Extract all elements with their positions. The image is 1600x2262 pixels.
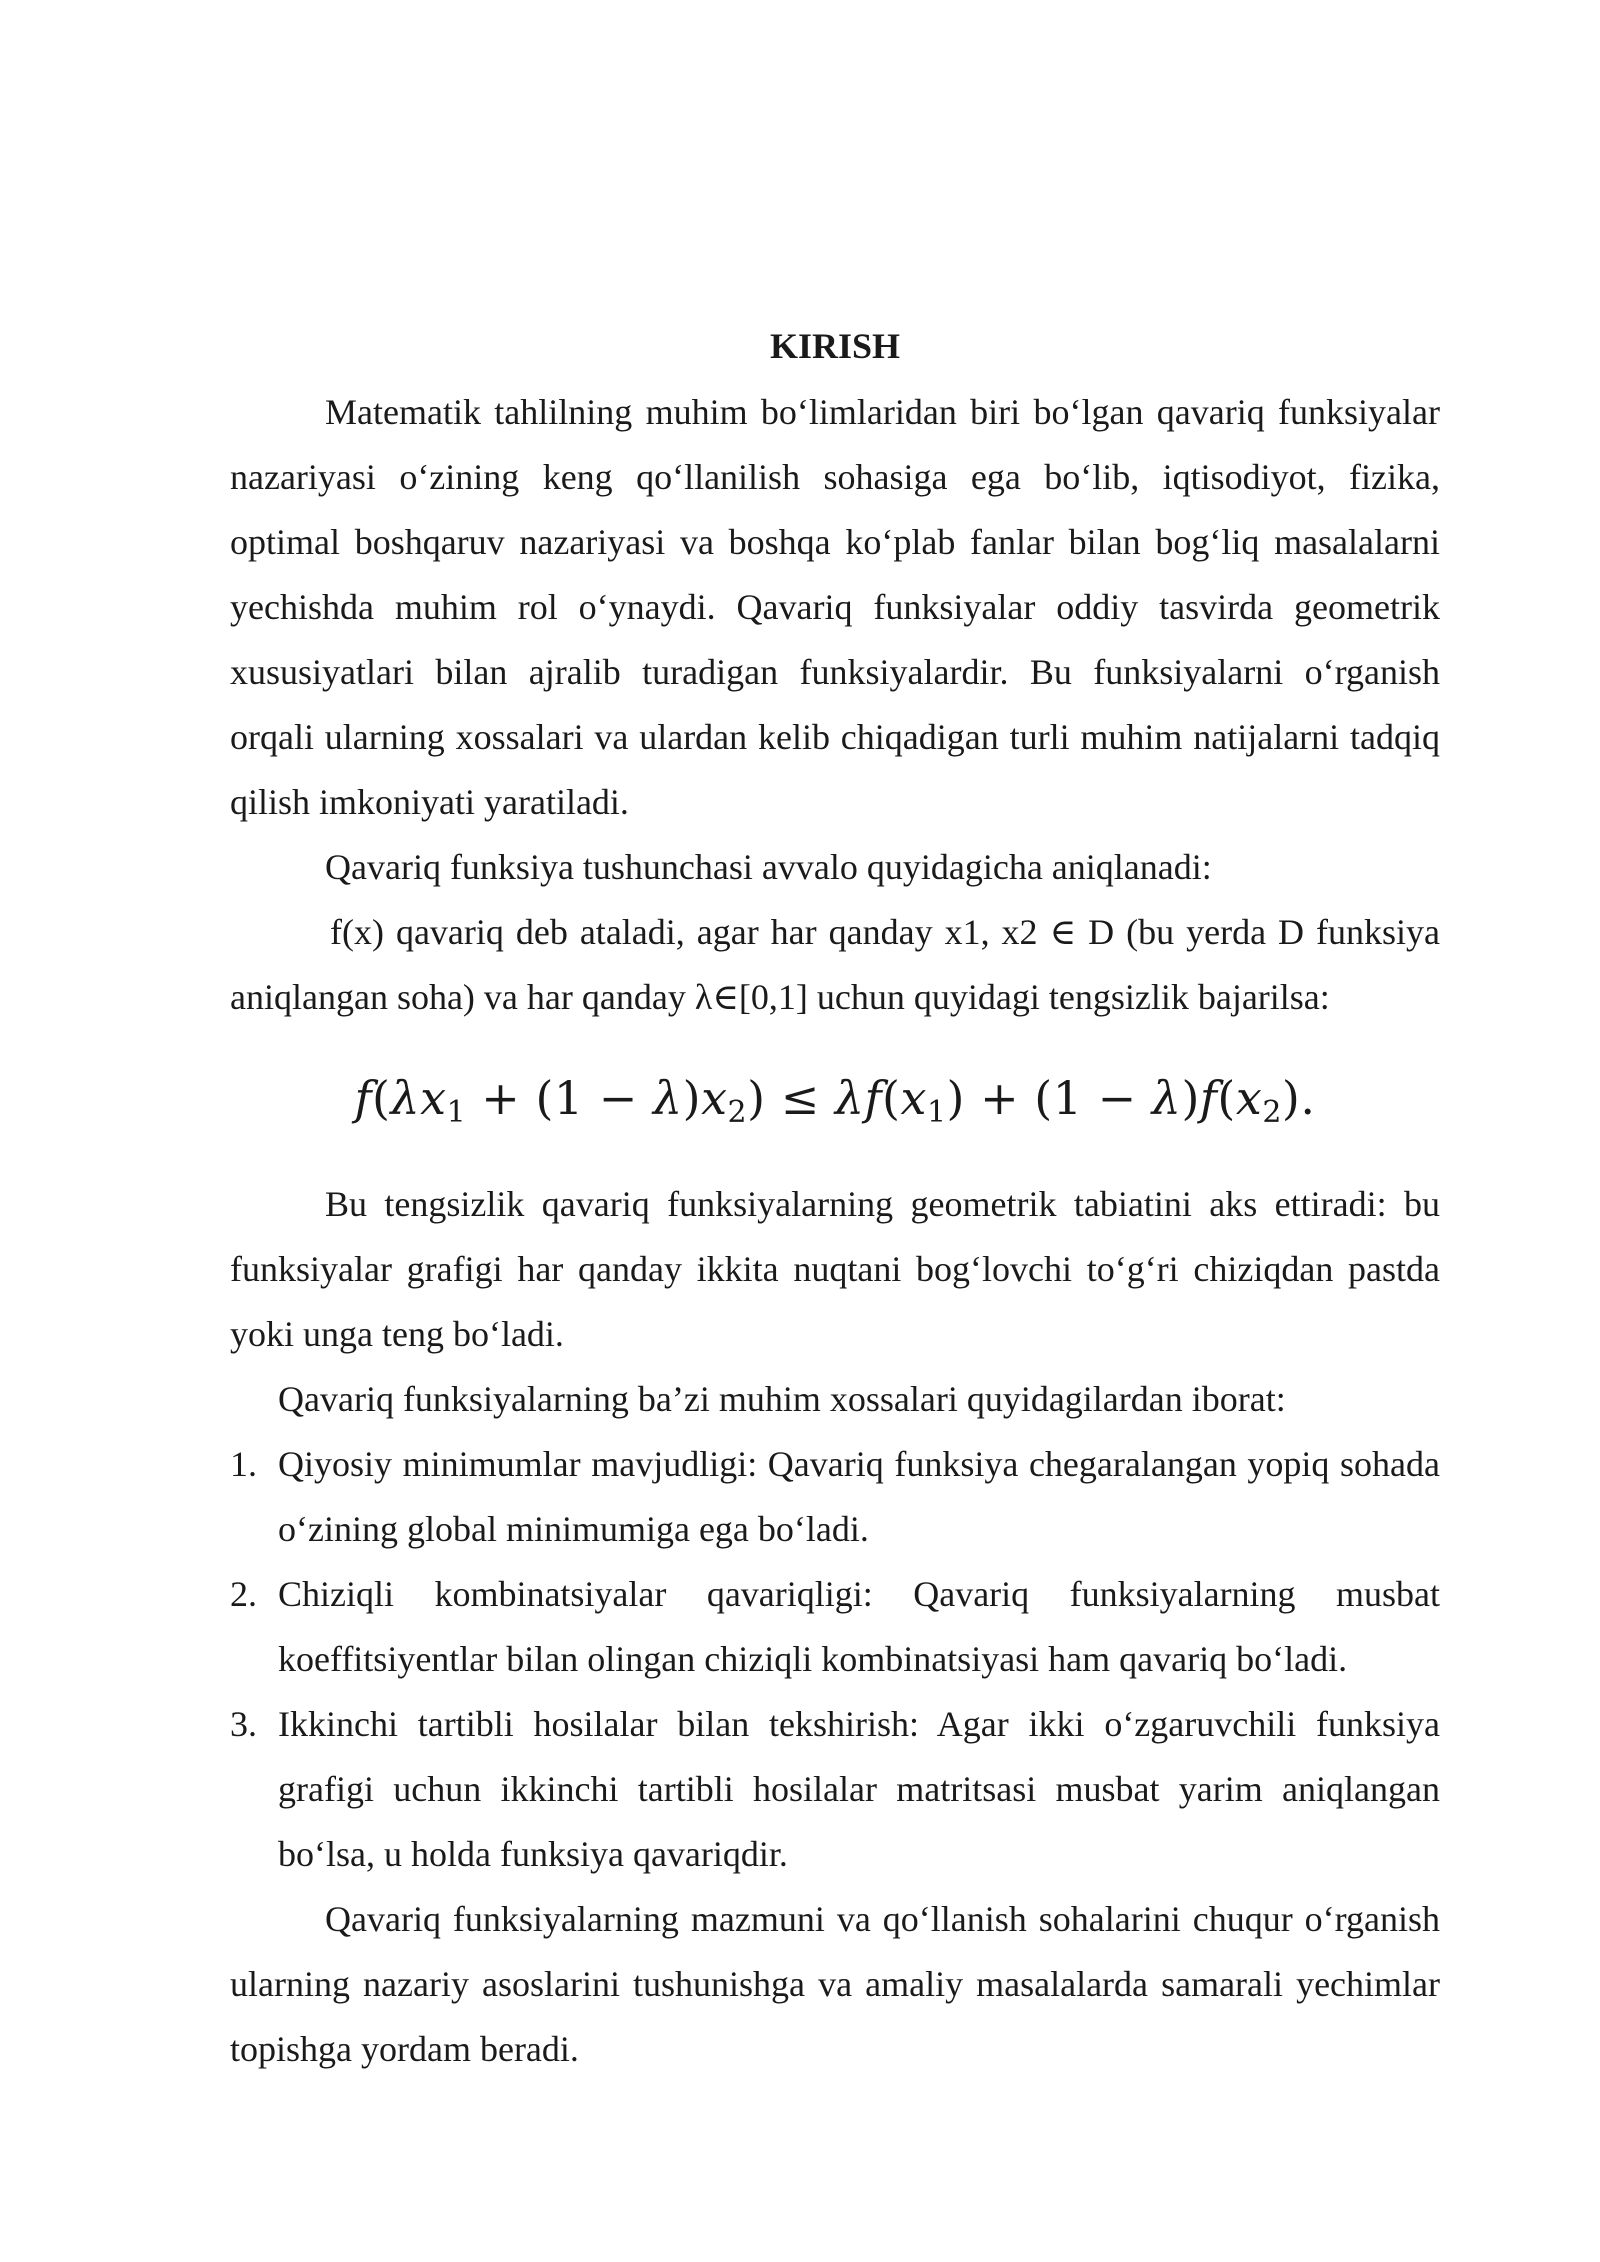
definition-paragraph: f(x) qavariq deb ataladi, agar har qanday x1, x2 ∈ D (bu yerda D funksiya aniqlangan soha) va har qanday λ∈[0,1] uchun quyidagi tengsizlik bajarilsa: — [230, 912, 1440, 1017]
properties-lead-paragraph: Qavariq funksiyalarning ba’zi muhim xossalari quyidagilardan iborat: — [278, 1379, 1286, 1419]
list-item-number: 1. — [230, 1444, 257, 1484]
intro-paragraph: Matematik tahlilning muhim bo‘limlaridan biri bo‘lgan qavariq funksiyalar nazariyasi o‘zining keng qo‘llanilish sohasiga ega bo‘lib, iqtisodiyot, fizika, optimal boshqaruv nazariyasi va boshqa ko‘plab fanlar bilan bog‘liq masalalarni yechishda muhim rol o‘ynaydi. Qavariq funksiyalar oddiy tasvirda geometrik xususiyatlari bilan ajralib turadigan funksiyalardir. Bu funksiyalarni o‘rganish orqali ularning xossalari va ulardan kelib chiqadigan turli muhim natijalarni tadqiq qilish imkoniyati yaratiladi. — [230, 392, 1440, 822]
document-body — [230, 318, 1440, 2082]
list-item-number: 3. — [230, 1704, 257, 1744]
convexity-inequality-formula: $f(\lambda x_1 + (1 - \lambda)x_2) \le \lambda f(x_1) + (1 - \lambda)f(x_2)$. — [354, 1071, 1316, 1130]
list-item — [230, 1432, 1440, 1562]
list-item — [230, 1562, 1440, 1692]
definition-lead-paragraph: Qavariq funksiya tushunchasi avvalo quyidagicha aniqlanadi: — [325, 847, 1212, 887]
geometric-meaning-paragraph: Bu tengsizlik qavariq funksiyalarning geometrik tabiatini aks ettiradi: bu funksiyalar grafigi har qanday ikkita nuqtani bog‘lovchi to‘g‘ri chiziqdan pastda yoki unga teng bo‘ladi. — [230, 1184, 1440, 1354]
properties-list — [230, 1432, 1440, 1887]
list-item-text: Ikkinchi tartibli hosilalar bilan tekshirish: Agar ikki o‘zgaruvchili funksiya grafigi uchun ikkinchi tartibli hosilalar matritsasi musbat yarim aniqlangan bo‘lsa, u holda funksiya qavariqdir. — [278, 1704, 1440, 1874]
list-item-text: Chiziqli kombinatsiyalar qavariqligi: Qavariq funksiyalarning musbat koeffitsiyentlar bilan olingan chiziqli kombinatsiyasi ham qavariq bo‘ladi. — [278, 1574, 1440, 1679]
conclusion-paragraph: Qavariq funksiyalarning mazmuni va qo‘llanish sohalarini chuqur o‘rganish ularning nazariy asoslarini tushunishga va amaliy masalalarda samarali yechimlar topishga yordam beradi. — [230, 1899, 1440, 2069]
list-item — [230, 1692, 1440, 1887]
list-item-text: Qiyosiy minimumlar mavjudligi: Qavariq funksiya chegaralangan yopiq sohada o‘zining global minimumiga ega bo‘ladi. — [278, 1444, 1440, 1549]
section-heading: KIRISH — [769, 326, 901, 366]
list-item-number: 2. — [230, 1574, 257, 1614]
